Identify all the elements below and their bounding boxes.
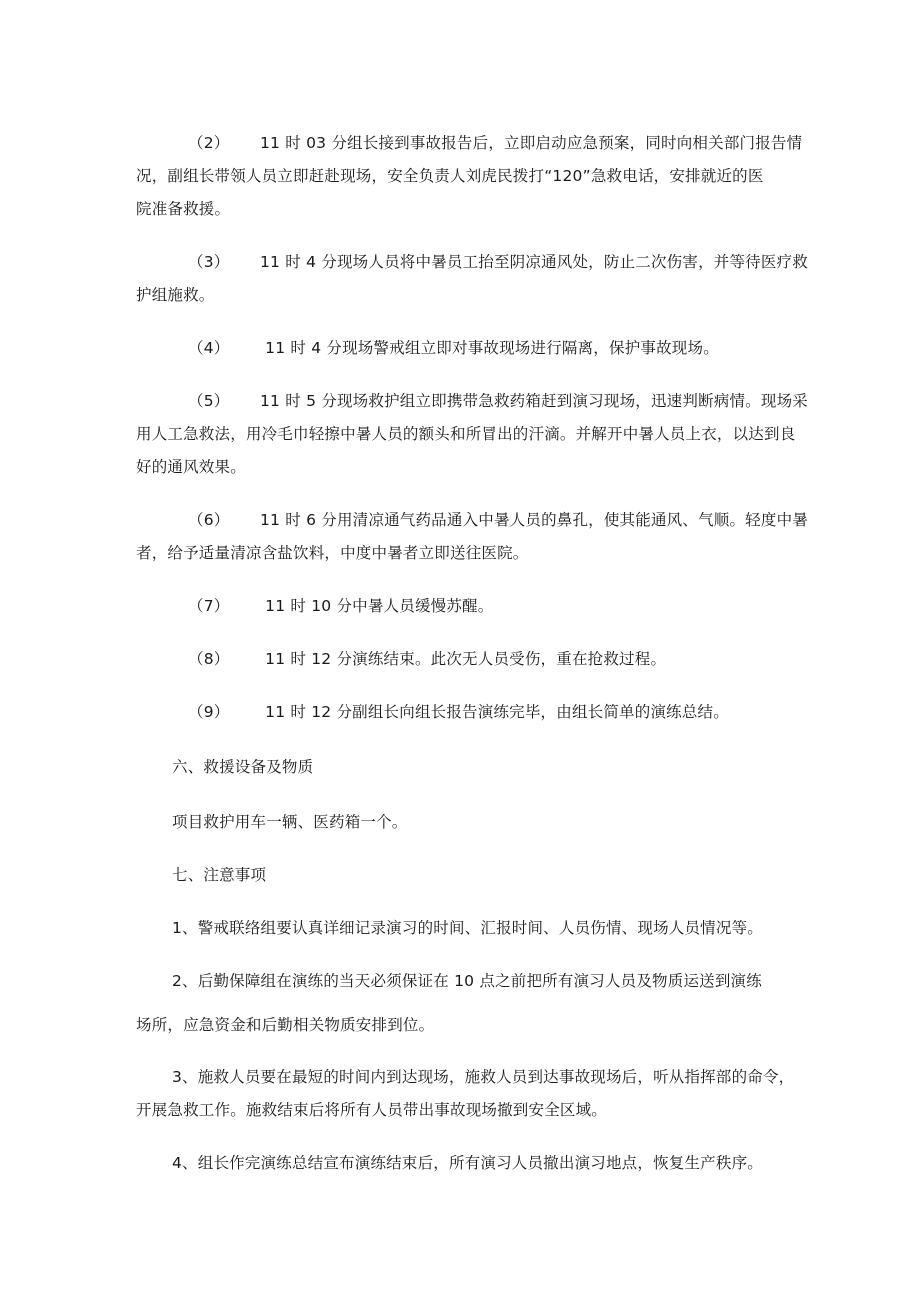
step-number: （5） <box>188 392 230 410</box>
step-number: （2） <box>188 134 230 152</box>
notice-item-1: 1、警戒联络组要认真详细记录演习的时间、汇报时间、人员伤情、现场人员情况等。 <box>172 919 763 937</box>
notice-item-3-line-1: 3、施救人员要在最短的时间内到达现场，施救人员到达事故现场后，听从指挥部的命令， <box>172 1068 795 1086</box>
step-text: 11 时 4 分现场警戒组立即对事故现场进行隔离，保护事故现场。 <box>260 339 719 357</box>
section-6-body: 项目救护用车一辆、医药箱一个。 <box>172 813 408 831</box>
step-number: （4） <box>188 339 230 357</box>
step-number: （9） <box>188 703 230 721</box>
step-text: 11 时 10 分中暑人员缓慢苏醒。 <box>260 597 494 615</box>
section-7-heading: 七、注意事项 <box>172 866 267 884</box>
notice-item-2-line-1: 2、后勤保障组在演练的当天必须保证在 10 点之前把所有演习人员及物质运送到演练 <box>172 972 762 990</box>
step-text: 11 时 03 分组长接到事故报告后，立即启动应急预案，同时向相关部门报告情 <box>260 134 803 152</box>
step-6-line-2: 者，给予适量清凉含盐饮料，中度中暑者立即送往医院。 <box>136 544 529 562</box>
step-5-line-2: 用人工急救法，用冷毛巾轻擦中暑人员的额头和所冒出的汗滴。并解开中暑人员上衣，以达到良 <box>136 425 796 443</box>
step-8-line-1 <box>188 649 666 669</box>
step-number: （7） <box>188 597 230 615</box>
step-5-line-1 <box>188 391 808 411</box>
step-text: 11 时 5 分现场救护组立即携带急救药箱赶到演习现场，迅速判断病情。现场采 <box>260 392 808 410</box>
step-6-line-1 <box>188 510 808 530</box>
section-6-heading: 六、救援设备及物质 <box>172 758 314 776</box>
step-number: （8） <box>188 650 230 668</box>
step-text: 11 时 12 分副组长向组长报告演练完毕，由组长简单的演练总结。 <box>260 703 729 721</box>
notice-item-4: 4、组长作完演练总结宣布演练结束后，所有演习人员撤出演习地点，恢复生产秩序。 <box>172 1154 763 1172</box>
step-3-line-2: 护组施救。 <box>136 286 215 304</box>
step-2-line-3: 院准备救援。 <box>136 200 231 218</box>
step-2-line-1 <box>188 133 802 153</box>
step-2-line-2: 况，副组长带领人员立即赶赴现场，安全负责人刘虎民拨打“120”急救电话，安排就近的医 <box>136 167 764 185</box>
step-text: 11 时 12 分演练结束。此次无人员受伤，重在抢救过程。 <box>260 650 667 668</box>
notice-item-2-line-2: 场所，应急资金和后勤相关物质安排到位。 <box>136 1016 435 1034</box>
step-text: 11 时 4 分现场人员将中暑员工抬至阴凉通风处，防止二次伤害，并等待医疗救 <box>260 253 808 271</box>
step-5-line-3: 好的通风效果。 <box>136 458 246 476</box>
step-3-line-1 <box>188 252 808 272</box>
step-number: （6） <box>188 511 230 529</box>
step-4-line-1 <box>188 338 719 358</box>
step-text: 11 时 6 分用清凉通气药品通入中暑人员的鼻孔，使其能通风、气顺。轻度中暑 <box>260 511 808 529</box>
step-9-line-1 <box>188 702 729 722</box>
step-7-line-1 <box>188 596 493 616</box>
notice-item-3-line-2: 开展急救工作。施救结束后将所有人员带出事故现场撤到安全区域。 <box>136 1101 608 1119</box>
step-number: （3） <box>188 253 230 271</box>
